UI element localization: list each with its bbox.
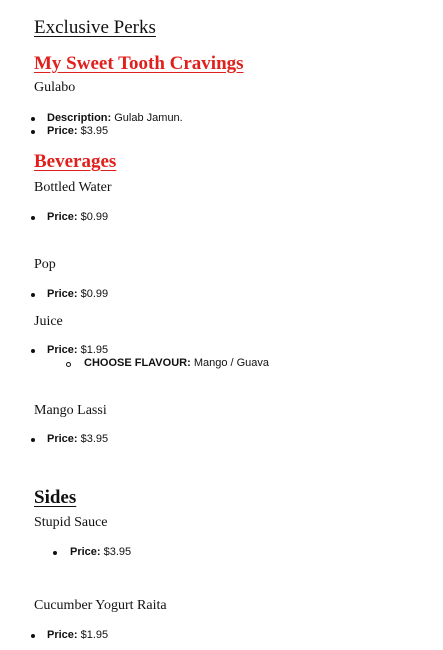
item-description [47, 112, 183, 124]
option-label: CHOOSE FLAVOUR: [84, 357, 191, 369]
bullet-icon [31, 349, 35, 353]
section-heading-sides: Sides [34, 487, 77, 508]
price-value: $3.95 [103, 546, 132, 558]
item-option [84, 357, 269, 369]
price-label: Price: [70, 546, 101, 558]
price-value: $1.95 [80, 344, 109, 356]
bullet-icon [31, 130, 35, 134]
section-heading-sweets: My Sweet Tooth Cravings [34, 53, 244, 74]
item-name-stupid-sauce: Stupid Sauce [34, 515, 108, 530]
document-title: Exclusive Perks [34, 17, 156, 38]
item-price [47, 288, 108, 300]
description-label: Description: [47, 112, 112, 124]
bullet-icon [31, 117, 35, 121]
bullet-icon [53, 551, 57, 555]
description-value: Gulab Jamun. [114, 112, 183, 124]
price-label: Price: [47, 125, 78, 137]
price-label: Price: [47, 288, 78, 300]
price-label: Price: [47, 211, 78, 223]
item-name-cucumber-yogurt-raita: Cucumber Yogurt Raita [34, 598, 167, 613]
option-value: Mango / Guava [193, 357, 270, 369]
price-label: Price: [47, 344, 78, 356]
price-label: Price: [47, 629, 78, 641]
section-heading-beverages: Beverages [34, 151, 117, 172]
price-value: $1.95 [80, 629, 109, 641]
item-name-gulabo: Gulabo [34, 80, 76, 95]
price-value: $0.99 [80, 288, 109, 300]
item-price [47, 433, 108, 445]
item-name-bottled-water: Bottled Water [34, 180, 112, 195]
item-name-pop: Pop [34, 257, 56, 272]
item-price [70, 546, 131, 558]
price-label: Price: [47, 433, 78, 445]
item-price [47, 211, 108, 223]
item-price [47, 125, 108, 137]
item-price [47, 344, 108, 356]
item-price [47, 629, 108, 641]
bullet-icon [31, 216, 35, 220]
bullet-icon [31, 438, 35, 442]
price-value: $3.95 [80, 125, 109, 137]
price-value: $3.95 [80, 433, 109, 445]
bullet-icon [31, 293, 35, 297]
item-name-mango-lassi: Mango Lassi [34, 403, 107, 418]
sub-bullet-icon [66, 362, 71, 367]
price-value: $0.99 [80, 211, 109, 223]
item-name-juice: Juice [34, 314, 63, 329]
bullet-icon [31, 634, 35, 638]
